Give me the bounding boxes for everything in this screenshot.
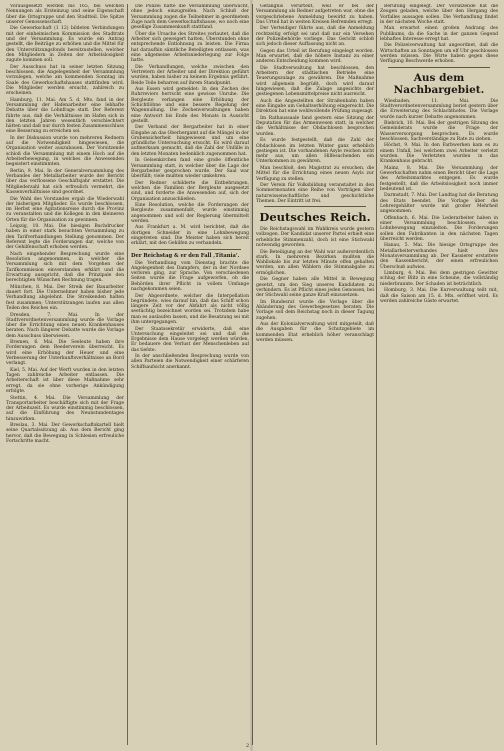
article-paragraph: Hamburg, 11. Mai. Am 5. d. Mts. fand in der Versammlung der Hafenarbeiter eine lebhafte Debatte über die Lohnfrage statt. Der Referent führte aus, daß die Verhältnisse im Hafen sich in den letzten Jahren wesentlich verschlechtert hätten und daß nur durch festen Zusammenschluss eine Besserung zu erreichen sei. xyxy=(6,97,124,135)
article-paragraph: Mainz, 8. Mai. Die Versammlung der Gewerkschaften nahm einen Bericht über die Lage des Arbeitsmarktes entgegen. Es wurde festgestellt, daß die Arbeitslosigkeit noch immer bedeutend ist. xyxy=(380,165,498,192)
section-divider xyxy=(139,249,241,250)
article-paragraph: Die Gegner haben alle Mittel in Bewegung gesetzt, um den Sieg unseres Kandidaten zu verhindern. Es ist Pflicht eines jeden Genossen, bei der Stichwahl seine ganze Kraft einzusetzen. xyxy=(256,277,374,299)
section-divider xyxy=(388,67,490,68)
article-paragraph: Hanau, 5. Mai. Die hiesige Ortsgruppe des Metallarbeiterverbandes hielt ihre Monatsversammlung ab. Der Kassierer erstattete den Kassenbericht, der einen erfreulichen Überschuß aufwies. xyxy=(380,243,498,270)
article-paragraph: Berlin, 9. Mai. In der Generalversammlung des Verbandes der Metallarbeiter wurde der Bericht über das verflossene Geschäftsjahr erstattet. Die Mitgliederzahl hat sich erfreulich vermehrt, die Kassenverhältnisse sind geordnet. xyxy=(6,168,124,196)
article-paragraph: Breslau, 3. Mai. Der Gewerkschaftskartell hielt seine Quartalssitzung ab. Aus dem Bericht ging hervor, daß die Bewegung in Schlesien erfreuliche Fortschritte macht. xyxy=(6,423,124,445)
column-rule xyxy=(376,4,377,745)
article-paragraph: Der Abgeordnete, welcher die Interpellation begründete, wies darauf hin, daß das Schiff schon längere Zeit vor der Abfahrt als nicht völlig seetüchtig bezeichnet worden sei. Trotzdem habe man es auslaufen lassen, und die Besatzung sei mit ihm untergegangen. xyxy=(131,293,249,326)
article-paragraph: Offenbach, 6. Mai. Die Lederarbeiter haben in einer Versammlung beschlossen, eine Lohnbewegung einzuleiten. Die Forderungen sollen den Fabrikanten in den nächsten Tagen überreicht werden. xyxy=(380,215,498,242)
article-paragraph: Die Stadtverwaltung hat beschlossen, den Arbeitern der städtischen Betriebe eine Teuerungszulage zu gewähren. Die Maßnahme wird allgemein begrüßt, doch wird darauf hingewiesen, daß die Zulage angesichts der gestiegenen Lebensmittelpreise nicht ausreicht. xyxy=(256,65,374,98)
article-paragraph: Biebrich, 10. Mai. Bei der gestrigen Sitzung des Gemeinderats wurde die Frage der Wasserversorgung besprochen. Es wurde beschlossen, Sachverständige zu Rate zu ziehen. xyxy=(380,121,498,142)
article-paragraph: Aus Essen wird gemeldet: In den Zechen des Ruhrreviers herrscht eine gewisse Unruhe. Die Bergleute verlangen eine Erhöhung der Schichtlöhne und eine bessere Regelung der Wagennullung. Die Zechenverwaltungen haben eine Antwort bis Ende des Monats in Aussicht gestellt. xyxy=(131,87,249,124)
article-paragraph: Stettin, 4. Mai. Die Versammlung der Transportarbeiter beschäftigte sich mit der Frage der Arbeitszeit. Es wurde einstimmig beschlossen, auf die Einführung des Neunstundentages hinzuwirken. xyxy=(6,395,124,422)
article-paragraph: Die Verhandlung vom Dienstag brachte die Angelegenheit des Dampfers, der in der Nordsee verloren ging, zur Sprache. Von verschiedenen Seiten wurde die Frage aufgeworfen, ob die Behörden ihrer Pflicht in vollem Umfange nachgekommen seien. xyxy=(131,260,249,293)
article-paragraph: Die Polizeiverwaltung hat angeordnet, daß die Wirtschaften an Sonntagen um elf Uhr geschlossen werden müssen. Die Wirte haben gegen diese Verfügung Beschwerde erhoben. xyxy=(380,43,498,65)
article-paragraph: Aus der Kolonialverwaltung wird mitgeteilt, daß die Ausgaben für die Schutzgebiete im kommenden Etat erheblich höher veranschlagt werden müssen. xyxy=(256,321,374,343)
article-paragraph: Die Wahl des Vorstandes ergab die Wiederwahl der bisherigen Mitglieder. Es wurde beschlossen, im Herbst eine Agitationsreise durch die Provinz zu veranstalten und die Kollegen in den kleineren Orten für die Organisation zu gewinnen. xyxy=(6,196,124,223)
article-paragraph: Der Verband der Bergarbeiter hat in einer Eingabe an das Oberbergamt auf die Mängel in der Grubensicherheit hingewiesen und um eine gründliche Untersuchung ersucht. Es wird darauf aufmerksam gemacht, daß die Zahl der Unfälle in den letzten Monaten bedenklich zugenommen hat. xyxy=(131,125,249,157)
article-paragraph: Aus Frankfurt a. M. wird berichtet, daß die dortigen Schneider in eine Lohnbewegung eingetreten sind. Die Meister haben sich bereit erklärt, mit den Gehilfen zu verhandeln. xyxy=(131,225,249,247)
article-paragraph: Der Redner schilderte die Entbehrungen, welchen die Familien der Bergleute ausgesetzt sind, und forderte die Anwesenden auf, sich der Organisation anzuschließen. xyxy=(131,180,249,202)
article-paragraph: In Gelsenkirchen fand eine große öffentliche Versammlung statt, in welcher über die Lage der Bergarbeiter gesprochen wurde. Der Saal war überfüllt; viele mußten wieder umkehren. xyxy=(131,158,249,180)
article-paragraph: München, 8. Mai. Der Streik der Bauarbeiter dauert fort. Die Unternehmer haben bisher jede Verhandlung abgelehnt. Die Streikenden halten fest zusammen; Unterstützungen laufen aus allen Teilen des Reiches ein. xyxy=(6,284,124,312)
article-paragraph: Homburg, 3. Mai. Die Kurverwaltung teilt mit, daß die Saison am 15. d. Mts. eröffnet wird. Es werden zahlreiche Gäste erwartet. xyxy=(380,288,498,304)
article-paragraph: Berufung eingelegt. Der Vorsitzende hat die Zeugen geladen, welche über den Hergang des Vorfalles aussagen sollen. Die Verhandlung findet in der nächsten Woche statt. xyxy=(380,4,498,25)
article-paragraph: Die Gewerkschaft (1 12) bildeten Verbindungen mit der einheimischen Kommission des Stadtrats und der Versammlung. Es wurde ein Antrag gestellt, die Beiträge zu erhöhen und die Mittel für den Unterstützungsfonds bereitzustellen, welcher den Mitgliedern in Zeiten der Arbeitslosigkeit zugute kommen soll. xyxy=(6,26,124,64)
article-heading-titania: Der Reichstag & er den Fall ‚Titania‘. xyxy=(131,252,240,259)
column-rule xyxy=(127,4,128,745)
article-paragraph: In der Diskussion wurde von mehreren Rednern auf die Notwendigkeit hingewiesen, die Organisation weiter auszubauen. Der Vorsitzende schloß die Versammlung mit einem Hoch auf die Arbeiterbewegung, in welches die Anwesenden begeistert einstimmten. xyxy=(6,135,124,168)
article-paragraph: Auch die Angestellten der Straßenbahn haben eine Eingabe um Gehaltserhöhung eingereicht. Die Direktion hat eine wohlwollende Prüfung zugesagt. xyxy=(256,98,374,115)
section-heading-deutsches-reich: Deutsches Reich. xyxy=(259,210,371,225)
article-paragraph: Im Bundesrat wurde die Vorlage über die Abänderung des Gewerbegesetzes beraten. Die Vorlage soll dem Reichstag noch in dieser Tagung zugehen. xyxy=(256,299,374,321)
article-paragraph: Wiesbaden, 11. Mai. Die Stadtverordnetenversammlung beriet gestern über die Erweiterung des Schlachthofes. Die Vorlage wurde nach kurzer Debatte angenommen. xyxy=(380,98,498,120)
text-column-3 xyxy=(256,4,374,745)
article-paragraph: Der Staatssekretär erwiderte, daß eine Untersuchung eingeleitet sei und daß die Ergebnisse dem Hause vorgelegt werden würden. Er bedauere den Verlust der Menschenleben auf das tiefste. xyxy=(131,326,249,353)
page-fold xyxy=(250,0,253,751)
text-column-1 xyxy=(6,4,124,745)
section-heading-nachbargebiet: Aus dem Nachbargebiet. xyxy=(393,71,485,96)
article-paragraph: Vorausgesetzt werden bis 165, bei welchen Nennungen als Ersteinzug und seine Eigenschaft über die Ortsgruppe und den Stadtteil. Die Spitze unserer Genossenschaft. xyxy=(6,4,124,25)
article-paragraph: Dresden, 7. Mai. In der Stadtverordnetenversammlung wurde die Vorlage über die Errichtung eines neuen Krankenhauses beraten. Nach längerer Debatte wurde die Vorlage dem Ausschuss überwiesen. xyxy=(6,312,124,339)
article-paragraph: Im Rathaussaale fand gestern eine Sitzung der Deputation für das Armenwesen statt, in welcher die Verhältnisse der Obdachlosen besprochen wurden. xyxy=(256,115,374,137)
article-paragraph: Darmstadt, 7. Mai. Der Landtag hat die Beratung des Etats beendet. Die Vorlage über die Lehrergehälter wurde mit großer Mehrheit angenommen. xyxy=(380,193,498,215)
article-paragraph: Die Polizei hatte die Versammlung überwacht, ohne jedoch einzugreifen. Nach Schluß der Versammlung zogen die Teilnehmer in geordnetem Zuge nach dem Gewerkschaftshause, wo noch eine gesellige Zusammenkunft stattfand. xyxy=(131,4,249,31)
article-paragraph: Die Beteiligung an der Wahl war außerordentlich stark. In mehreren Bezirken mußten die Wahllokale bis zur letzten Minute offen gehalten werden, um allen Wählern die Stimmabgabe zu ermöglichen. xyxy=(256,249,374,276)
article-paragraph: Eine Resolution, welche die Forderungen der Bergleute zusammenfaßt, wurde einstimmig angenommen und soll der Regierung übermittelt werden. xyxy=(131,203,249,224)
text-column-2 xyxy=(131,4,249,745)
article-paragraph: Nach eingehender Besprechung wurde eine Resolution angenommen, in welcher die Versammlung sich mit dem Vorgehen der Tarifkommission einverstanden erklärt und die Erwartung ausspricht, daß die Prinzipale den berechtigten Wünschen Rechnung tragen. xyxy=(6,251,124,284)
article-paragraph: Der Verteidiger führte aus, daß die Anmeldung rechtzeitig erfolgt sei und daß nur ein Versehen der Polizeibehörde vorliege. Das Gericht schloß sich jedoch dieser Auffassung nicht an. xyxy=(256,26,374,48)
page-number: 2 xyxy=(246,743,250,749)
article-paragraph: Leipzig, 10. Mai. Die hiesigen Buchdrucker haben in einer stark besuchten Versammlung zu den Tarifverhandlungen Stellung genommen. Der Referent legte die Forderungen dar, welche von der Gehilfenschaft erhoben werden. xyxy=(6,224,124,251)
article-paragraph: Höchst, 9. Mai. In den Farbwerken kam es zu einem Unfall, bei welchem zwei Arbeiter verletzt wurden. Die Verletzten wurden in das Krankenhaus gebracht. xyxy=(380,143,498,165)
article-paragraph: Die Reichstagswahl im Wahlkreis wurde gestern vollzogen. Der Kandidat unserer Partei erhielt eine erhebliche Stimmenzahl, doch ist eine Stichwahl notwendig geworden. xyxy=(256,227,374,249)
article-paragraph: Man erwartet einen großen Andrang des Publikums, da die Sache in der ganzen Gegend lebhaftes Interesse erregt hat. xyxy=(380,26,498,42)
article-paragraph: Über die Ursache des Streites verlautet, daß die Arbeiter sich geweigert hatten, Überstunden ohne entsprechende Entlohnung zu leisten. Die Firma hat daraufhin sämtliche Beteiligten entlassen, was eine allgemeine Arbeitsniederlegung zur Folge hatte. xyxy=(131,31,249,64)
article-paragraph: Der Ausschuss hat in seiner letzten Sitzung beschlossen, die Angelegenheit der Versammlung vorzulegen, welche am kommenden Sonntag im Saale des Gewerkschaftshauses stattfinden wird. Die Mitglieder werden ersucht, zahlreich zu erscheinen. xyxy=(6,64,124,97)
article-paragraph: In der anschließenden Besprechung wurde von allen Parteien die Notwendigkeit einer schärferen Schiffsaufsicht anerkannt. xyxy=(131,354,249,370)
article-paragraph: Man beschloß, den Magistrat zu ersuchen, die Mittel für die Errichtung eines neuen Asyls zur Verfügung zu stellen. xyxy=(256,165,374,182)
article-paragraph: Gegen das Urteil ist Berufung eingelegt worden. Man erwartet, daß die höhere Instanz zu einer anderen Entscheidung kommen wird. xyxy=(256,48,374,65)
article-paragraph: Gefängnis verurteilt, weil er bei der Versammlung als Redner aufgetreten war, ohne die vorgeschriebene Anmeldung bewirkt zu haben. Das Urteil hat in weiten Kreisen Befremden erregt. xyxy=(256,4,374,25)
article-paragraph: Limburg, 4. Mai. Bei dem gestrigen Gewitter schlug der Blitz in eine Scheune, die vollständig niederbrannte. Der Schaden ist beträchtlich. xyxy=(380,271,498,287)
article-paragraph: Die Verhandlungen, welche zwischen den Vertretern der Arbeiter und der Direktion geführt wurden, haben bisher zu keinem Ergebnis geführt. Beide Teile beharren auf ihrem Standpunkt. xyxy=(131,64,249,86)
article-paragraph: Kiel, 5. Mai. Auf der Werft wurden in den letzten Tagen zahlreiche Arbeiter entlassen. Die Arbeiterschaft ist über diese Maßnahme sehr erregt, da sie ohne vorherige Ankündigung erfolgte. xyxy=(6,367,124,395)
article-paragraph: Bremen, 6. Mai. Die Seeleute haben ihre Forderungen dem Reederverein überreicht. Es wird eine Erhöhung der Heuer und eine Verbesserung der Unterkunftsverhältnisse an Bord verlangt. xyxy=(6,340,124,367)
article-paragraph: Es wurde festgestellt, daß die Zahl der Obdachlosen im letzten Winter ganz erheblich gestiegen ist. Die vorhandenen Asyle reichen nicht mehr aus, um allen Hilfesuchenden ein Unterkommen zu gewähren. xyxy=(256,138,374,165)
text-column-4 xyxy=(380,4,498,745)
section-divider xyxy=(264,206,366,207)
article-paragraph: Der Verein für Volksbildung veranstaltet in den Sommermonaten eine Reihe von Vorträgen über naturwissenschaftliche und geschichtliche Themen. Der Eintritt ist frei. xyxy=(256,183,374,204)
